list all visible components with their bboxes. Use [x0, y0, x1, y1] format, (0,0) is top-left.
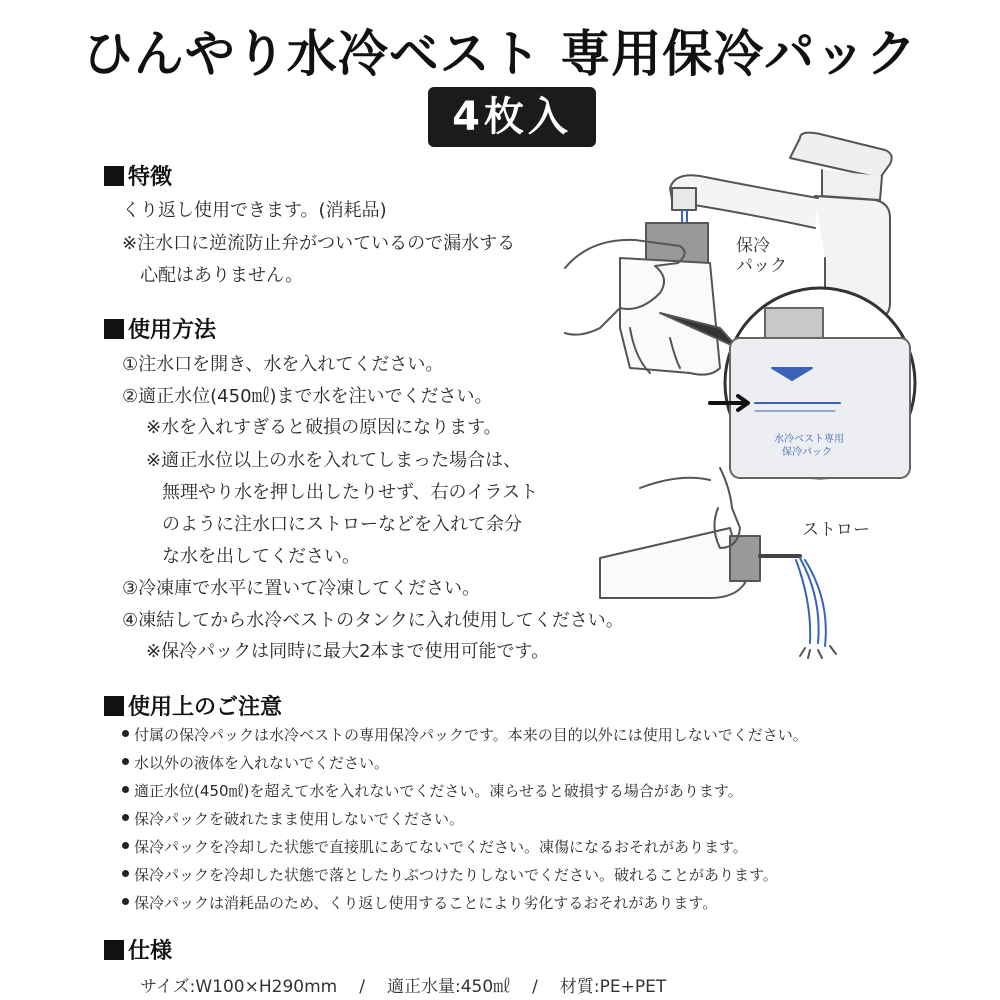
- features-heading-text: 特徴: [128, 165, 173, 190]
- usage-heading: [104, 313, 216, 344]
- caution-item: 水以外の液体を入れないでください。: [122, 752, 389, 773]
- dot-bullet-icon: [122, 870, 129, 877]
- usage-line: ※水を入れすぎると破損の原因になります。: [146, 417, 502, 438]
- spec-separator: /: [532, 977, 538, 997]
- pack-text-line1: 水冷ベスト専用: [774, 434, 844, 445]
- dot-bullet-icon: [122, 730, 129, 737]
- pack-label-line2: パック: [736, 256, 787, 276]
- usage-illustration: [560, 128, 1000, 673]
- pack-label-line1: 保冷: [736, 236, 770, 256]
- dot-bullet-icon: [122, 814, 129, 821]
- caution-item: 保冷パックは消耗品のため、くり返し使用することにより劣化するおそれがあります。: [122, 892, 717, 913]
- specs-heading-text: 仕様: [128, 939, 173, 964]
- square-bullet-icon: [104, 166, 124, 186]
- square-bullet-icon: [104, 319, 124, 339]
- pack-text-line2: 保冷パック: [782, 447, 832, 458]
- dot-bullet-icon: [122, 842, 129, 849]
- cold-pack-with-straw-icon: [600, 468, 800, 598]
- caution-item: 保冷パックを冷却した状態で直接肌にあてないでください。凍傷になるおそれがあります。: [122, 836, 748, 857]
- specs-heading: [104, 934, 172, 965]
- quantity-badge: 4枚入: [428, 87, 596, 147]
- usage-line: ②適正水位(450㎖)まで水を注いでください。: [122, 386, 493, 407]
- caution-item: 付属の保冷パックは水冷ベストの専用保冷パックです。本来の目的以外には使用しないでください。: [122, 724, 808, 745]
- square-bullet-icon: [104, 696, 124, 716]
- cautions-heading: [104, 690, 282, 721]
- dot-bullet-icon: [122, 758, 129, 765]
- usage-line: な水を出してください。: [162, 546, 360, 567]
- features-line: ※注水口に逆流防止弁がついているので漏水する: [122, 233, 516, 254]
- features-line: 心配はありません。: [140, 265, 304, 286]
- usage-line: ③冷凍庫で水平に置いて冷凍してください。: [122, 578, 481, 599]
- usage-line: のように注水口にストローなどを入れて余分: [162, 514, 522, 535]
- usage-heading-text: 使用方法: [128, 318, 217, 343]
- dot-bullet-icon: [122, 786, 129, 793]
- caution-item: 保冷パックを冷却した状態で落としたりぶつけたりしないでください。破れることがあります。: [122, 864, 778, 885]
- cold-pack-icon: [620, 223, 720, 375]
- usage-line: ※適正水位以上の水を入れてしまった場合は、: [146, 450, 522, 471]
- straw-label: ストロー: [802, 520, 870, 540]
- spec-material: 材質:PE+PET: [559, 977, 667, 997]
- spec-capacity: 適正水量:450㎖: [386, 977, 511, 997]
- caution-item: 保冷パックを破れたまま使用しないでください。: [122, 808, 464, 829]
- specs-line: [140, 972, 666, 997]
- water-stream-icon: [796, 558, 836, 658]
- dot-bullet-icon: [122, 898, 129, 905]
- usage-line: 無理やり水を押し出したりせず、右のイラスト: [162, 482, 539, 503]
- page-title: ひんやり水冷ベスト 専用保冷パック: [82, 25, 918, 83]
- square-bullet-icon: [104, 940, 124, 960]
- faucet-and-pack-illustration: [560, 128, 1000, 673]
- spec-size: サイズ:W100×H290mm: [140, 977, 338, 997]
- usage-line: ④凍結してから水冷ベストのタンクに入れ使用してください。: [122, 610, 624, 631]
- usage-line: ①注水口を開き、水を入れてください。: [122, 354, 444, 375]
- cautions-heading-text: 使用上のご注意: [128, 695, 283, 720]
- usage-line: ※保冷パックは同時に最大2本まで使用可能です。: [146, 641, 550, 662]
- features-line: くり返し使用できます。(消耗品): [122, 200, 387, 221]
- features-heading: [104, 160, 172, 191]
- caution-item: 適正水位(450㎖)を超えて水を入れないでください。凍らせると破損する場合があります。: [122, 780, 743, 801]
- spec-separator: /: [359, 977, 365, 997]
